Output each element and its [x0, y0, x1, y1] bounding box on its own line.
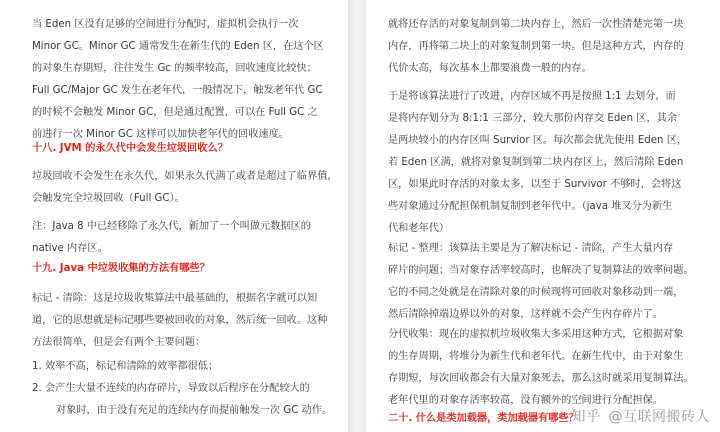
- text-line: 区，如果此时存活的对象太多，以至于 Survivor 不够时，会将这: [388, 179, 682, 190]
- text-line: Minor GC。Minor GC 通常发生在新生代的 Eden 区，在这个区: [32, 41, 324, 52]
- text-line: Full GC/Major GC 发生在老年代，一般情况下，触发老年代 GC: [32, 85, 323, 96]
- heading-q18: 十八. JVM 的永久代中会发生垃圾回收么？: [32, 143, 228, 154]
- text-line: 是将内存划分为 8:1:1 三部分，较大那份内存交 Eden 区，其余: [388, 113, 678, 124]
- page-gutter: [348, 0, 366, 432]
- text-line: native 内存区。: [32, 243, 108, 254]
- watermark: [572, 406, 711, 426]
- text-line: 于是将该算法进行了改进，内存区域不再是按照 1:1 去划分，而: [388, 91, 676, 102]
- text-line: 道，它的思想就是标记哪些要被回收的对象，然后统一回收。这种: [32, 315, 328, 326]
- text-line: 注：Java 8 中已经移除了永久代，新加了一个叫做元数据区的: [32, 221, 311, 232]
- text-line: 会触发完全垃圾回收（Full GC）。: [32, 193, 185, 204]
- watermark-author: @互联网搬砖人: [608, 409, 710, 425]
- text-line: 些对象通过分配担保机制复制到老年代中。（java 堆又分为新生: [388, 201, 673, 212]
- text-line: 的对象生存期短，往往发生 Gc 的频率较高，回收速度比较快；: [32, 63, 317, 74]
- text-line: 方法很简单，但是会有两个主要问题：: [32, 337, 206, 348]
- text-line: 分代收集：现在的虚拟机垃圾收集大多采用这种方式，它根据对象: [388, 329, 684, 340]
- watermark-site: 知乎: [571, 409, 601, 425]
- paragraph-generational: [388, 324, 694, 412]
- text-line: 标记 - 清除：这是垃圾收集算法中最基础的，根据名字就可以知: [32, 293, 318, 304]
- text-line: 存期短，每次回收都会有大量对象死去，那么这时就采用复制算法。: [388, 373, 694, 384]
- text-line: 前进行一次 Minor GC 这样可以加快老年代的回收速度。: [32, 129, 289, 140]
- text-line: 然后清除掉端边界以外的对象，这样就不会产生内存碎片了。: [388, 309, 664, 320]
- text-line: 内存，再将第二块上的对象复制到第一块。但是这种方式，内存的: [388, 41, 684, 52]
- list-item: 1. 效率不高，标记和清除的效率都很低；: [32, 361, 219, 372]
- text-line: 垃圾回收不会发生在永久代，如果永久代满了或者是超过了临界值，: [32, 171, 338, 182]
- problem-list: [32, 356, 332, 422]
- paragraph-answer-18: [32, 166, 338, 210]
- paragraph-mark-compact: [388, 238, 694, 326]
- text-line: 代和老年代）: [388, 223, 450, 234]
- text-line: 当 Eden 区没有足够的空间进行分配时，虚拟机会执行一次: [32, 19, 299, 30]
- paragraph-mark-sweep: [32, 288, 327, 354]
- paragraph-copy-algorithm: [388, 14, 683, 80]
- text-line: 老年代里的对象存活率较高，没有额外的空间进行分配担保。: [388, 395, 664, 406]
- text-line: 它的不同之处就是在清除对象的时候现将可回收对象移动到一端，: [388, 287, 684, 298]
- left-page: [0, 0, 348, 432]
- heading-q19: 十九. Java 中垃圾收集的方法有哪些？: [32, 263, 210, 274]
- text-line: 代价太高，每次基本上都要浪费一般的内存。: [388, 63, 592, 74]
- text-line: 的时候不会触发 Minor GC，但是通过配置，可以在 Full GC 之: [32, 107, 318, 118]
- paragraph-note: [32, 216, 311, 260]
- right-page: [366, 0, 720, 432]
- text-line: 的生存周期，将堆分为新生代和老年代。在新生代中，由于对象生: [388, 351, 684, 362]
- heading-q20: 二十. 什么是类加载器，类加载器有哪些？: [388, 413, 579, 424]
- list-item: 2. 会产生大量不连续的内存碎片，导致以后程序在分配较大的: [32, 383, 310, 394]
- paragraph-eden-minor-gc: [32, 14, 324, 146]
- text-line: 就将还存活的对象复制到第二块内存上，然后一次性清楚完第一块: [388, 19, 684, 30]
- text-line: 若 Eden 区满，就将对象复制到第二块内存区上，然后清除 Eden: [388, 157, 684, 168]
- paragraph-improved-copy: [388, 86, 687, 240]
- text-line: 是两块较小的内存区叫 Survior 区。每次都会优先使用 Eden 区，: [388, 135, 688, 146]
- text-line: 标记 - 整理：该算法主要是为了解决标记 - 清除，产生大量内存: [388, 243, 674, 254]
- text-line: 碎片的问题；当对象存活率较高时，也解决了复制算法的效率问题。: [388, 265, 694, 276]
- list-item-continuation: 对象时，由于没有充足的连续内存而提前触发一次 GC 动作。: [56, 405, 333, 416]
